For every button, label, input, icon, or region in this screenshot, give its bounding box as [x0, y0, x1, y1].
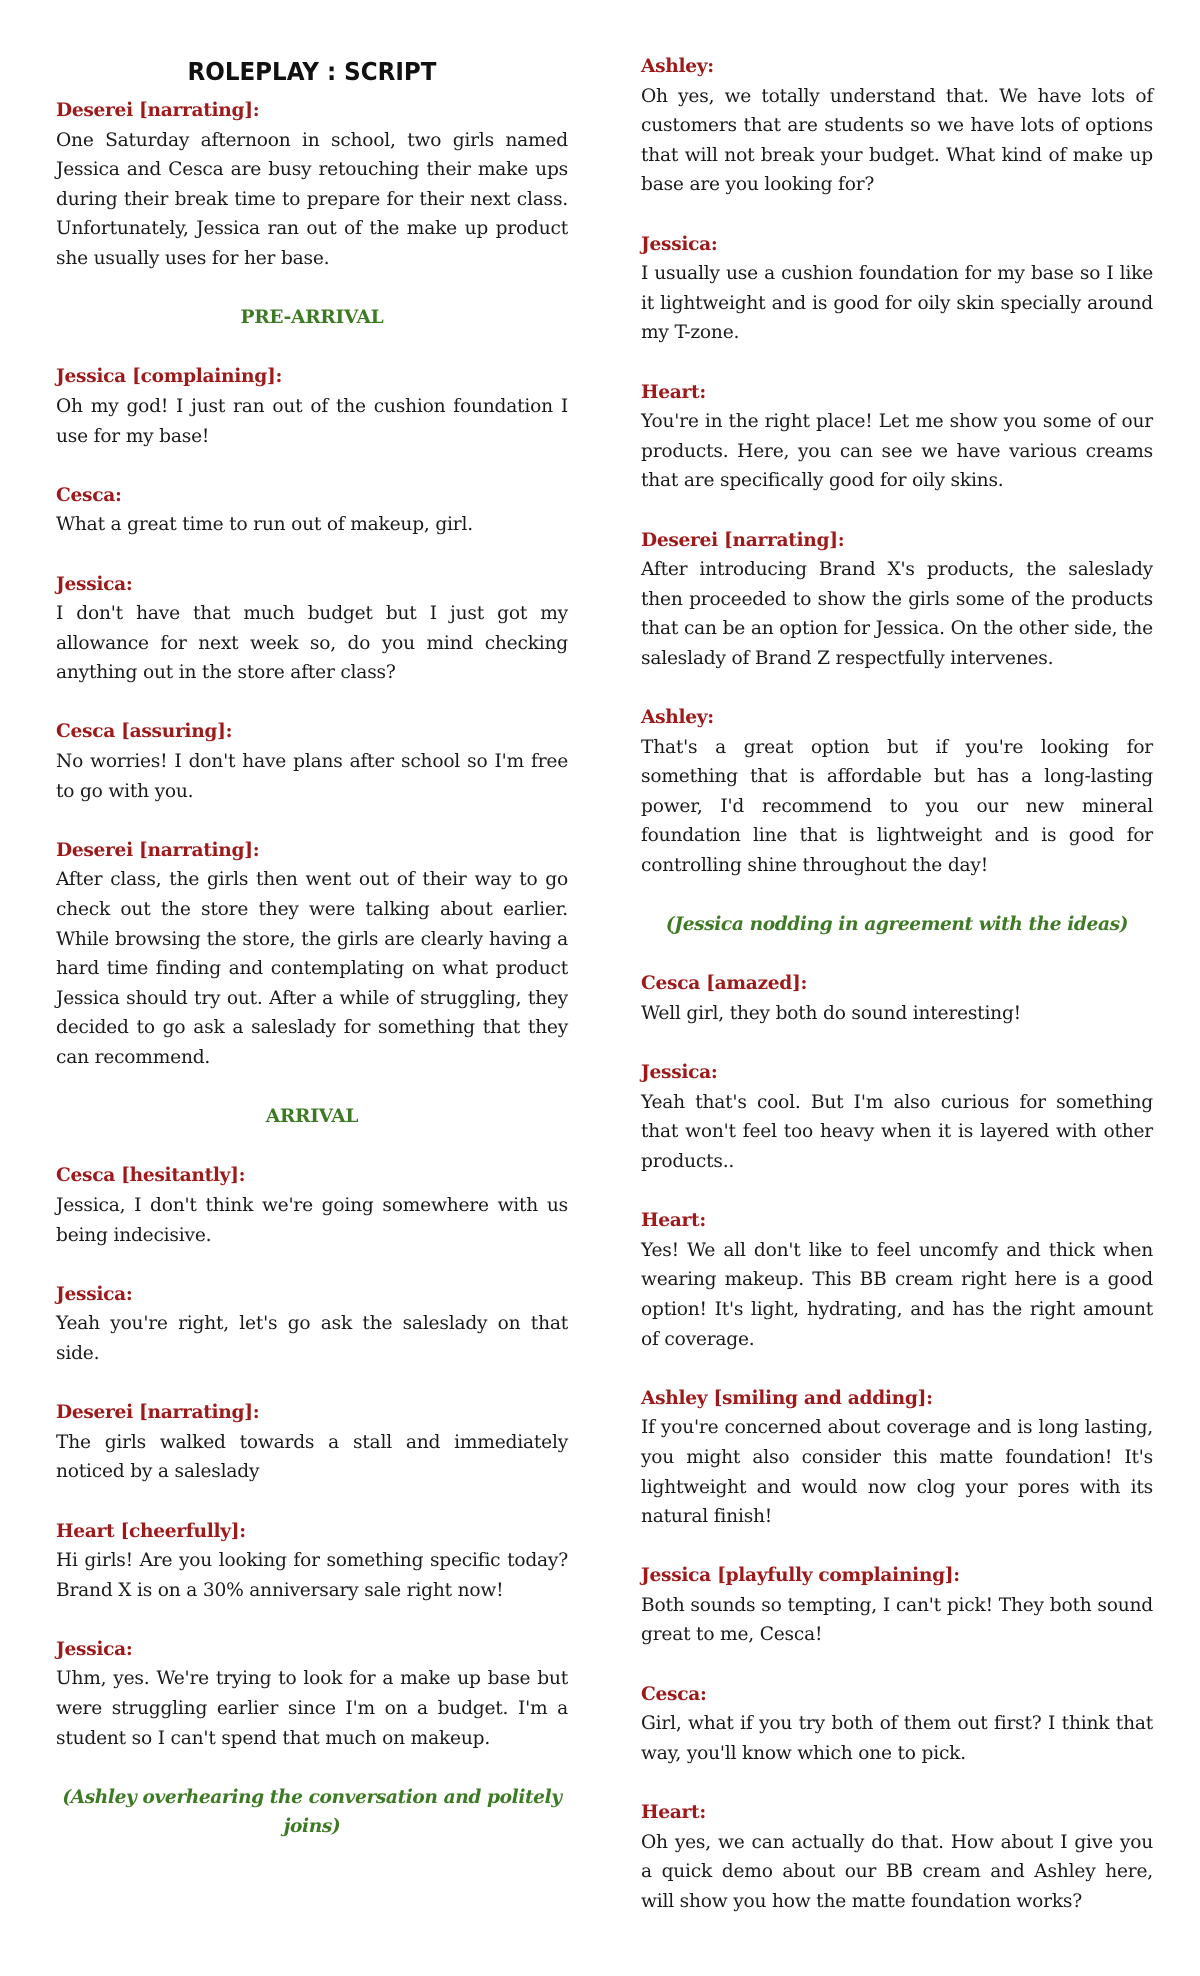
- left-column: [56, 52, 568, 1872]
- dialogue-text: Uhm, yes. We're trying to look for a make up base but were struggling earlier since I'm on a budget. I'm a student so I can't spend that much on makeup.: [56, 1668, 568, 1749]
- dialogue-text: What a great time to run out of makeup, girl.: [56, 514, 473, 536]
- stage-direction: (Jessica nodding in agreement with the ideas): [665, 914, 1129, 936]
- speaker-label: Jessica:: [641, 1062, 718, 1084]
- dialogue-text: No worries! I don't have plans after school so I'm free to go with you.: [56, 751, 568, 802]
- dialogue-text: Hi girls! Are you looking for something specific today? Brand X is on a 30% anniversary sale right now!: [56, 1550, 568, 1601]
- right-column: [641, 52, 1153, 1946]
- speaker-label: Jessica [complaining]:: [56, 366, 283, 388]
- dialogue-block: [56, 1398, 568, 1487]
- dialogue-text: I don't have that much budget but I just got my allowance for next week so, do you mind checking anything out in the store after class?: [56, 603, 568, 684]
- dialogue-block: [56, 836, 568, 1073]
- dialogue-text: That's a great option but if you're looking for something that is affordable but has a long-lasting power, I'd recommend to you our new mineral foundation line that is lightweight and is good for controlling shine throughout the day!: [641, 736, 1153, 877]
- speaker-label: Cesca:: [641, 1683, 707, 1705]
- dialogue-text: I usually use a cushion foundation for my base so I like it lightweight and is good for oily skin specially around my T-zone.: [641, 263, 1153, 344]
- dialogue-block: [56, 1635, 568, 1753]
- speaker-label: Deserei [narrating]:: [641, 529, 845, 551]
- dialogue-text: Jessica, I don't think we're going somewhere with us being indecisive.: [56, 1194, 568, 1246]
- section-heading: PRE-ARRIVAL: [240, 307, 384, 329]
- dialogue-block: [641, 52, 1153, 200]
- speaker-label: Jessica:: [56, 1638, 133, 1660]
- speaker-label: Deserei [narrating]:: [56, 1402, 260, 1424]
- dialogue-text: Yeah that's cool. But I'm also curious for something that won't feel too heavy when it is layered with other products..: [641, 1091, 1153, 1172]
- dialogue-block: [641, 230, 1153, 348]
- speaker-label: Cesca [amazed]:: [641, 973, 808, 995]
- speaker-label: Jessica [playfully complaining]:: [641, 1565, 960, 1587]
- page-title: ROLEPLAY : SCRIPT: [187, 57, 437, 86]
- dialogue-block: [56, 481, 568, 540]
- dialogue-text: After class, the girls then went out of their way to go check out the store they were talking about earlier. While browsing the store, the girls are clearly having a hard time finding and contemplating on what product Jessica should try out. After a while of struggling, they decided to go ask a saleslady for something that they can recommend.: [56, 869, 568, 1068]
- dialogue-text: Yeah you're right, let's go ask the saleslady on that side.: [56, 1313, 568, 1364]
- section-heading: ARRIVAL: [265, 1106, 359, 1128]
- dialogue-text: Both sounds so tempting, I can't pick! They both sound great to me, Cesca!: [641, 1594, 1153, 1646]
- dialogue-block: [56, 1161, 568, 1250]
- dialogue-block: [641, 1680, 1153, 1769]
- dialogue-text: Yes! We all don't like to feel uncomfy and thick when wearing makeup. This BB cream right here is a good option! It's light, hydrating, and has the right amount of coverage.: [641, 1239, 1153, 1350]
- speaker-label: Jessica:: [641, 233, 718, 255]
- dialogue-text: Oh yes, we can actually do that. How about I give you a quick demo about our BB cream and Ashley here, will show you how the matte foundation works?: [641, 1831, 1153, 1912]
- speaker-label: Heart:: [641, 1802, 706, 1824]
- dialogue-block: [56, 362, 568, 451]
- dialogue-block: [641, 969, 1153, 1028]
- dialogue-text: One Saturday afternoon in school, two girls named Jessica and Cesca are busy retouching their make ups during their break time to prepare for their next class. Unfortunately, Jessica ran out of the make up product she usually uses for her base.: [56, 129, 568, 269]
- speaker-label: Cesca [assuring]:: [56, 721, 233, 743]
- speaker-label: Jessica:: [56, 1283, 133, 1305]
- speaker-label: Ashley:: [641, 56, 714, 77]
- speaker-label: Heart:: [641, 1210, 706, 1232]
- dialogue-text: Oh yes, we totally understand that. We have lots of customers that are students so we have lots of options that will not break your budget. What kind of make up base are you looking for?: [641, 85, 1153, 196]
- speaker-label: Cesca [hesitantly]:: [56, 1165, 246, 1187]
- dialogue-block: [641, 703, 1153, 881]
- speaker-label: Ashley [smiling and adding]:: [641, 1387, 933, 1409]
- dialogue-block: [641, 1384, 1153, 1532]
- dialogue-block: [641, 378, 1153, 496]
- dialogue-block: [56, 717, 568, 806]
- speaker-label: Deserei [narrating]:: [56, 839, 260, 861]
- speaker-label: Heart [cheerfully]:: [56, 1520, 246, 1542]
- dialogue-block: [641, 1058, 1153, 1176]
- stage-direction: (Ashley overhearing the conversation and politely joins): [62, 1786, 562, 1838]
- dialogue-text: If you're concerned about coverage and is long lasting, you might also consider this matte foundation! It's lightweight and would now clog your pores with its natural finish!: [641, 1417, 1153, 1528]
- dialogue-text: You're in the right place! Let me show you some of our products. Here, you can see we have various creams that are specifically good for oily skins.: [641, 411, 1153, 492]
- dialogue-text: Well girl, they both do sound interesting!: [641, 1003, 1021, 1024]
- dialogue-block: [56, 96, 568, 274]
- dialogue-text: Girl, what if you try both of them out first? I think that way, you'll know which one to pick.: [641, 1713, 1153, 1764]
- dialogue-block: [56, 1280, 568, 1369]
- dialogue-block: [56, 570, 568, 688]
- dialogue-block: [641, 1798, 1153, 1916]
- dialogue-text: Oh my god! I just ran out of the cushion foundation I use for my base!: [56, 395, 568, 447]
- dialogue-block: [641, 526, 1153, 674]
- speaker-label: Ashley:: [641, 707, 714, 729]
- speaker-label: Heart:: [641, 381, 706, 403]
- dialogue-block: [641, 1206, 1153, 1354]
- speaker-label: Jessica:: [56, 573, 133, 595]
- dialogue-text: The girls walked towards a stall and immediately noticed by a saleslady: [56, 1431, 568, 1483]
- dialogue-block: [56, 1517, 568, 1606]
- speaker-label: Deserei [narrating]:: [56, 100, 260, 121]
- dialogue-block: [641, 1561, 1153, 1650]
- speaker-label: Cesca:: [56, 484, 122, 506]
- dialogue-text: After introducing Brand X's products, the saleslady then proceeded to show the girls some of the products that can be an option for Jessica. On the other side, the saleslady of Brand Z respectfully intervenes.: [641, 559, 1153, 669]
